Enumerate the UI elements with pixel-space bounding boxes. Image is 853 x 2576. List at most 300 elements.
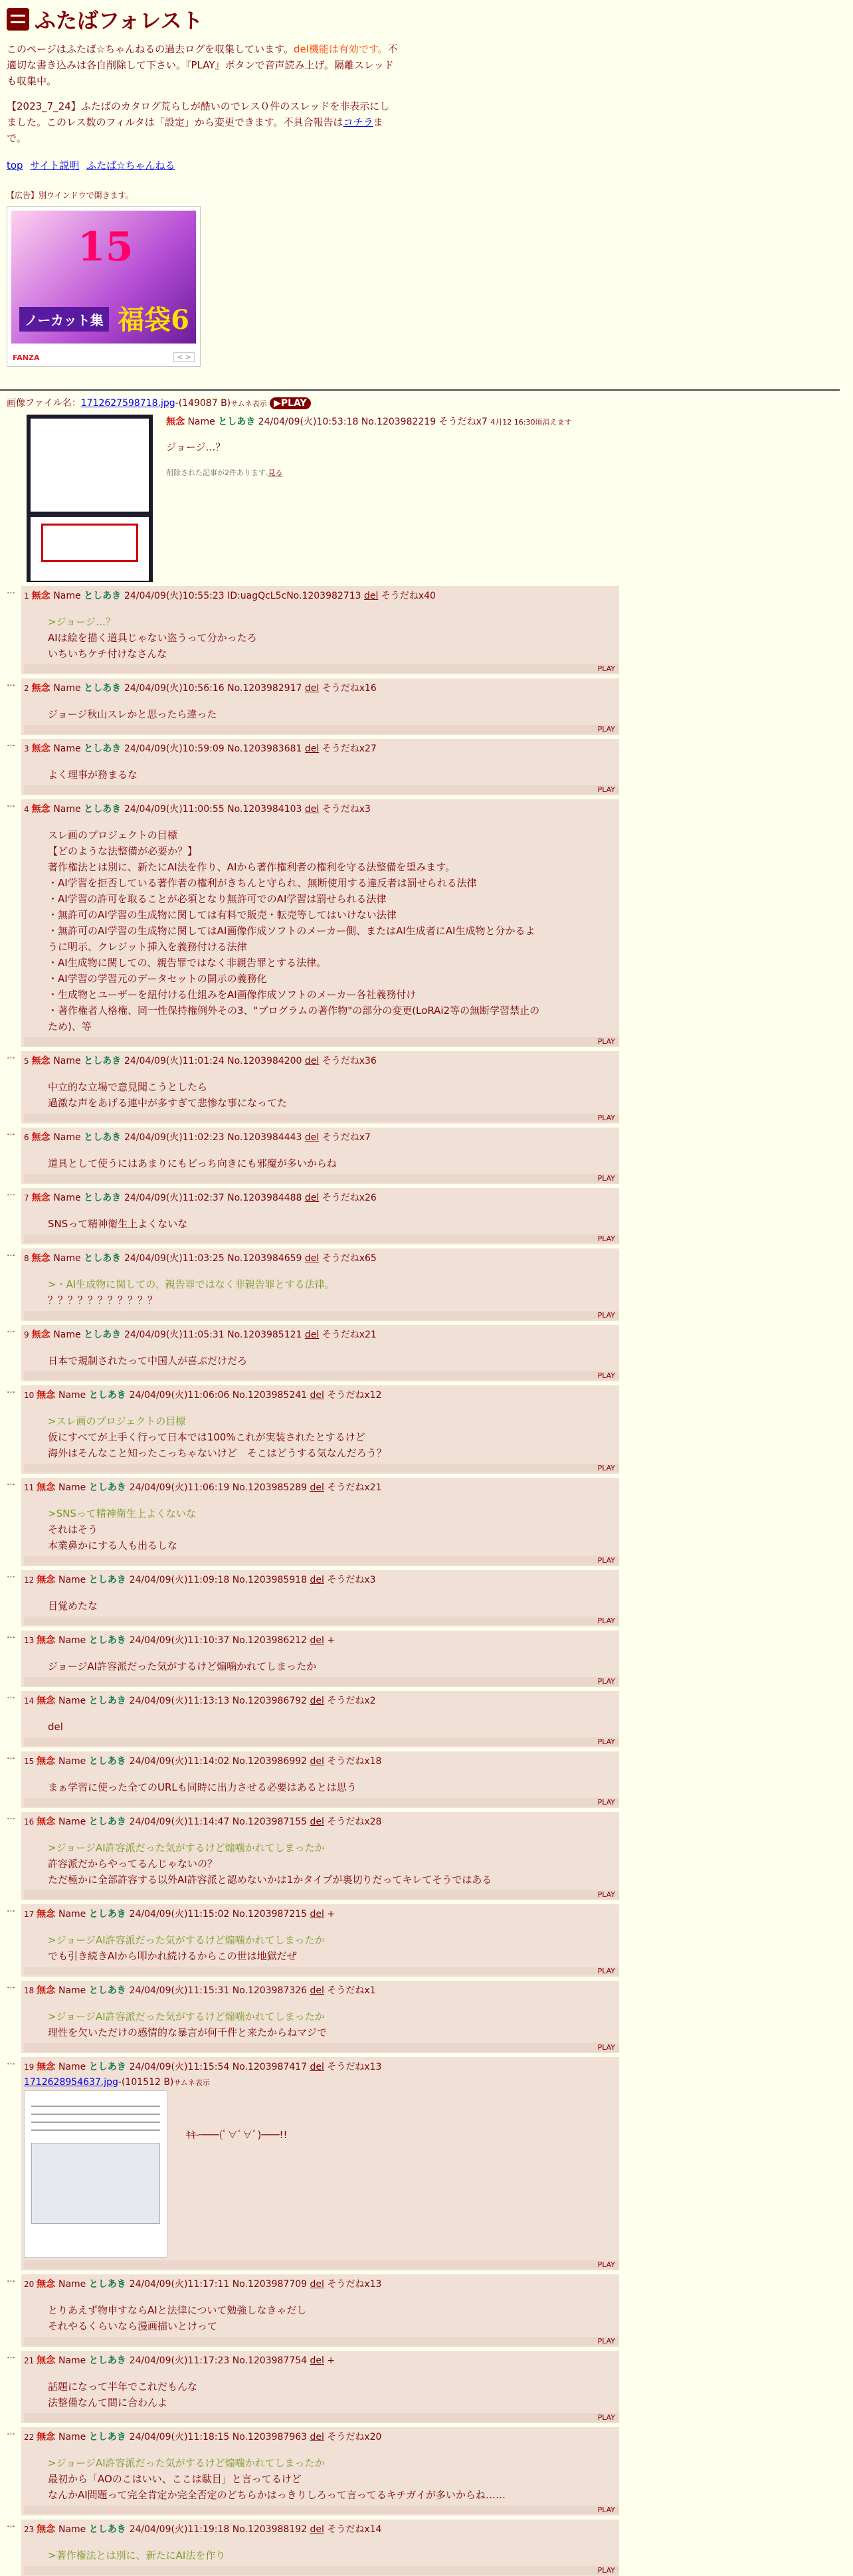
op-file-line: 画像ファイル名：1712627598718.jpg-(149087 B)サムネ表示 ▶PLAY: [7, 396, 846, 409]
reply-box: [21, 1385, 619, 1474]
op-deleted-note: 削除された記事が2件あります.見る: [166, 468, 283, 477]
reply-name: としあき: [88, 2279, 130, 2290]
play-button[interactable]: PLAY: [24, 1737, 619, 1746]
intro: [7, 41, 846, 146]
op-play-button[interactable]: ▶PLAY: [270, 397, 311, 409]
reply-name-label: Name: [58, 1696, 89, 1706]
reply-name-label: Name: [58, 1756, 89, 1767]
reply-file-area: [24, 2090, 615, 2258]
reply-header: [24, 1985, 615, 1997]
reply-subject: 無念: [31, 1330, 54, 1340]
reply-dots: …: [7, 2520, 15, 2529]
quote-line: >ジョージ…？: [48, 616, 116, 628]
ad-nav-arrows[interactable]: < >: [173, 352, 195, 362]
message-line: なんかAI問題って完全肯定か完全否定のどちらかはっきりしろって言ってるキチガイが多いからね……: [48, 2489, 506, 2501]
reply-thumbnail[interactable]: [24, 2090, 167, 2258]
reply-header: [24, 1055, 615, 1067]
reply-number: 22: [24, 2432, 37, 2442]
reply-header: [24, 1329, 615, 1341]
reply-name: としあき: [84, 1132, 124, 1143]
reply: [7, 1478, 846, 1566]
reply-box: [21, 1570, 619, 1627]
quote-line: >SNSって精神衛生上よくないな: [48, 1508, 196, 1520]
reply-sodane[interactable]: +: [324, 1635, 335, 1646]
bug-report-link[interactable]: コチラ: [343, 116, 373, 128]
reply-body: [48, 767, 615, 783]
play-button[interactable]: PLAY: [24, 1311, 619, 1320]
reply-sodane[interactable]: そうだねx2: [324, 1696, 376, 1706]
reply-dots: …: [7, 1981, 15, 1991]
reply-del-link[interactable]: del: [310, 1482, 324, 1493]
reply-sodane[interactable]: そうだねx12: [324, 1390, 382, 1401]
reply-thumbnail-image: [31, 2143, 160, 2224]
reply-del-link[interactable]: del: [310, 2432, 324, 2442]
message-line: スレ画のプロジェクトの目標: [48, 829, 177, 841]
reply-sodane[interactable]: そうだねx40: [378, 591, 436, 601]
reply-number: 21: [24, 2356, 37, 2365]
reply-body: [48, 1598, 615, 1614]
reply-number: 9: [24, 1330, 32, 1339]
reply-del-link[interactable]: del: [304, 683, 320, 694]
reply-header: [24, 1908, 615, 1920]
reply-box: [21, 1751, 619, 1808]
play-button[interactable]: PLAY: [24, 2260, 619, 2269]
reply-del-link[interactable]: del: [304, 1330, 320, 1340]
quote-line: >スレ画のプロジェクトの目標: [48, 1415, 186, 1427]
site-logo-icon: [7, 8, 29, 31]
message-line: 最初から「AOのこはいい、ここは駄目」と言ってるけど: [48, 2473, 302, 2485]
reply-body: [48, 1932, 615, 1964]
message-line: 中立的な立場で意見聞こうとしたら: [48, 1081, 208, 1093]
reply-name-label: Name: [53, 1132, 84, 1143]
message-line: ・AI学習の学習元のデータセットの開示の義務化: [48, 973, 267, 985]
reply-del-link[interactable]: del: [310, 1756, 324, 1767]
reply-subject: 無念: [31, 591, 54, 601]
reply-name: としあき: [84, 1330, 124, 1340]
reply-dots: …: [7, 586, 15, 596]
message-line: ・生成物とユーザーを紐付ける仕組みをAI画像作成ソフトのメーカー各社義務付け: [48, 989, 417, 1001]
quote-line: >著作権法とは別に、新たにAI法を作り: [48, 2549, 226, 2561]
message-line: まぁ学習に使った全てのURLも同時に出力させる必要はあるとは思う: [48, 1781, 357, 1793]
play-button[interactable]: PLAY: [24, 2566, 619, 2575]
play-button[interactable]: PLAY: [24, 785, 619, 794]
reply-dots: …: [7, 2274, 15, 2284]
reply-no: No.1203982713: [286, 591, 364, 601]
reply-dots: …: [7, 1812, 15, 1822]
reply-sodane[interactable]: そうだねx16: [319, 683, 377, 694]
reply-name-label: Name: [58, 1575, 89, 1585]
message-line: ・AI学習の許可を取ることが必須となり無許可でのAI学習は罰せられる法律: [48, 893, 387, 905]
reply: [7, 1751, 846, 1808]
reply-subject: 無念: [37, 1985, 58, 1996]
reply: [7, 2057, 846, 2270]
nav-links: [7, 158, 846, 172]
reply-datetime: 24/04/09(火)11:09:18: [129, 1575, 233, 1585]
reply-sodane[interactable]: そうだねx65: [319, 1253, 377, 1264]
play-button[interactable]: PLAY: [24, 2043, 619, 2052]
reply-subject: 無念: [37, 2524, 58, 2535]
reply-name: としあき: [84, 1193, 124, 1203]
reply-header: [24, 743, 615, 755]
reply: [7, 2274, 846, 2347]
reply-number: 16: [24, 1817, 37, 1827]
reply-name-label: Name: [58, 1635, 89, 1646]
play-button[interactable]: PLAY: [24, 1114, 619, 1122]
futaba-link[interactable]: ふたば☆ちゃんねる: [86, 159, 175, 171]
ad-banner[interactable]: [7, 206, 201, 367]
reply-no: No.1203984659: [227, 1253, 305, 1264]
reply-datetime: 24/04/09(火)11:13:13: [129, 1696, 233, 1706]
reply-body: [48, 2547, 615, 2563]
reply-datetime: 24/04/09(火)11:02:37: [124, 1193, 228, 1203]
message-line: SNSって精神衛生上よくないな: [48, 1218, 188, 1230]
top-link[interactable]: top: [7, 159, 23, 171]
reply-body: [48, 1079, 615, 1111]
reply-sodane[interactable]: そうだねx3: [324, 1575, 376, 1585]
reply-name-label: Name: [58, 2355, 89, 2366]
reply-name: としあき: [84, 1253, 124, 1264]
reply-del-link[interactable]: del: [310, 2355, 324, 2366]
reply: [7, 2351, 846, 2423]
reply-dots: …: [7, 678, 15, 688]
reply-no: No.1203984200: [227, 1056, 305, 1066]
reply: [7, 1570, 846, 1627]
reply-header: [24, 590, 615, 602]
site-guide-link[interactable]: サイト説明: [30, 159, 80, 171]
message-line: 【どのような法整備が必要か？】: [48, 845, 198, 857]
reply-del-link[interactable]: del: [310, 1909, 324, 1920]
reply-name: としあき: [88, 1575, 130, 1585]
op-message: ジョージ…？: [166, 441, 226, 453]
reply: [7, 1325, 846, 1381]
reply-datetime: 24/04/09(火)11:15:54: [129, 2062, 233, 2072]
reply-name: としあき: [88, 2432, 130, 2442]
reply-dots: …: [7, 1570, 15, 1580]
reply-name: としあき: [84, 804, 124, 815]
reply-body: [48, 1276, 615, 1308]
reply-datetime: 24/04/09(火)11:01:24: [124, 1056, 228, 1066]
play-button[interactable]: PLAY: [24, 1798, 619, 1807]
reply-datetime: 24/04/09(火)11:05:31: [124, 1330, 228, 1340]
show-deleted-link[interactable]: 見る: [268, 468, 283, 477]
reply: [7, 1904, 846, 1977]
reply: [7, 1631, 846, 1687]
reply-sodane[interactable]: そうだねx28: [324, 1817, 382, 1827]
message-line: とりあえず物申すならAIと法律について勉強しなきゃだし: [48, 2304, 307, 2316]
reply-box: [21, 1128, 619, 1184]
ad-cut-text: ノーカット集: [19, 307, 109, 332]
message-line: ・AI生成物に関しての、親告罪ではなく非親告罪とする法律。: [48, 957, 327, 969]
reply-file-line: [24, 2077, 615, 2088]
reply-subject: 無念: [31, 683, 54, 694]
reply-name: としあき: [84, 683, 124, 694]
reply: [7, 1691, 846, 1747]
play-button[interactable]: PLAY: [24, 725, 619, 734]
message-line: ジョージ秋山スレかと思ったら違った: [48, 708, 217, 720]
reply-del-link[interactable]: del: [310, 2062, 324, 2072]
reply-dots: …: [7, 1051, 15, 1061]
ad-number: 15: [78, 224, 134, 270]
reply-number: 20: [24, 2280, 37, 2289]
reply-datetime: 24/04/09(火)11:14:47: [129, 1817, 233, 1827]
reply-name: としあき: [84, 743, 124, 754]
reply-datetime: 24/04/09(火)11:02:23: [124, 1132, 228, 1143]
reply-name-label: Name: [58, 1390, 89, 1401]
op-file-link[interactable]: 1712627598718.jpg: [80, 398, 175, 409]
reply-sodane[interactable]: そうだねx20: [324, 2432, 382, 2442]
message-line: いちいちケチ付けなさんな: [48, 648, 167, 660]
page: [0, 0, 853, 367]
reply-no: No.1203986792: [232, 1696, 310, 1706]
op-thumbnail[interactable]: [27, 415, 153, 582]
reply-no: No.1203985121: [227, 1330, 305, 1340]
reply-del-link[interactable]: del: [310, 2524, 324, 2535]
reply-name-label: Name: [58, 1985, 89, 1996]
reply-sodane[interactable]: そうだねx36: [319, 1056, 377, 1066]
reply-no: No.1203988192: [232, 2524, 310, 2535]
reply-name: としあき: [88, 1909, 130, 1920]
reply-no: No.1203987417: [232, 2062, 310, 2072]
reply-name-label: Name: [58, 1909, 89, 1920]
play-button[interactable]: PLAY: [24, 1464, 619, 1472]
reply-sodane[interactable]: そうだねx14: [324, 2524, 382, 2535]
message-line: それはそう: [48, 1524, 98, 1536]
reply-number: 15: [24, 1757, 37, 1766]
reply-del-link[interactable]: del: [304, 1056, 320, 1066]
play-button[interactable]: PLAY: [24, 2413, 619, 2422]
reply-dots: …: [7, 799, 15, 809]
reply: [7, 799, 846, 1047]
message-line: 著作権法とは別に、新たにAI法を作り、AIから著作権利者の権利を守る法整備を望みます。: [48, 861, 456, 873]
play-button[interactable]: PLAY: [24, 1967, 619, 1975]
op-post: [7, 396, 846, 586]
reply-sodane[interactable]: そうだねx1: [324, 1985, 376, 1996]
reply-number: 17: [24, 1910, 37, 1919]
reply-dots: …: [7, 739, 15, 749]
play-button[interactable]: PLAY: [24, 664, 619, 673]
reply-name-label: Name: [58, 2432, 89, 2442]
reply-box: [21, 586, 619, 674]
reply-no: No.1203986992: [232, 1756, 310, 1767]
op-body: [166, 415, 571, 478]
reply-body: [48, 827, 615, 1035]
reply-del-link[interactable]: del: [310, 1390, 324, 1401]
reply-body: [48, 2455, 615, 2503]
reply-name: としあき: [84, 1056, 124, 1066]
reply-name: としあき: [88, 1817, 130, 1827]
reply-name-label: Name: [53, 683, 84, 694]
reply-number: 23: [24, 2525, 37, 2534]
reply-number: 19: [24, 2062, 37, 2072]
reply-sodane[interactable]: そうだねx3: [319, 804, 371, 815]
ad-image[interactable]: [11, 211, 196, 344]
reply-del-link[interactable]: del: [304, 1253, 320, 1264]
play-button[interactable]: PLAY: [24, 1371, 619, 1380]
reply-datetime: 24/04/09(火)11:00:55: [124, 804, 228, 815]
reply-name: としあき: [88, 1756, 130, 1767]
reply-name: としあき: [88, 2524, 130, 2535]
reply-del-link[interactable]: del: [310, 1985, 324, 1996]
reply-del-link[interactable]: del: [310, 1696, 324, 1706]
reply-del-link[interactable]: del: [310, 2279, 324, 2290]
play-button[interactable]: PLAY: [24, 1037, 619, 1046]
reply-dots: …: [7, 1248, 15, 1258]
reply-name: としあき: [88, 1985, 130, 1996]
reply-del-link[interactable]: del: [363, 591, 379, 601]
reply-no: No.1203983681: [227, 743, 305, 754]
reply-sodane[interactable]: そうだねx21: [319, 1330, 377, 1340]
reply-file-link[interactable]: 1712628954637.jpg: [24, 2077, 118, 2088]
reply-del-link[interactable]: del: [304, 1193, 320, 1203]
reply-sodane[interactable]: そうだねx13: [324, 2279, 382, 2290]
reply-del-link[interactable]: del: [310, 1635, 324, 1646]
reply-number: 8: [24, 1254, 32, 1263]
reply-number: 2: [24, 684, 32, 693]
reply-no: No.1203987215: [232, 1909, 310, 1920]
reply-sodane[interactable]: そうだねx7: [319, 1132, 371, 1143]
reply-body: [48, 2379, 615, 2411]
reply-dots: …: [7, 1691, 15, 1701]
reply-name-label: Name: [53, 804, 84, 815]
reply-number: 3: [24, 744, 32, 753]
message-line: 許容派だからやってるんじゃないの？: [48, 1858, 218, 1870]
reply-dots: …: [7, 2057, 15, 2067]
message-line: ・著作権者人格権、同一性保持権例外その3、"プログラムの著作物"の部分の変更(LoRAi2等の無断学習禁止の: [48, 1005, 540, 1017]
message-line: ・AI学習を拒否している著作者の権利がきちんと守られ、無断使用する違反者は罰せられる法律: [48, 877, 477, 889]
reply-no: No.1203985918: [232, 1575, 310, 1585]
reply-del-link[interactable]: del: [310, 1575, 324, 1585]
reply-datetime: 24/04/09(火)11:18:15: [129, 2432, 233, 2442]
reply-number: 11: [24, 1483, 37, 1492]
reply-box: [21, 1691, 619, 1747]
play-button[interactable]: PLAY: [24, 1235, 619, 1243]
divider: [0, 389, 840, 391]
reply-number: 18: [24, 1986, 37, 1995]
message-line: 日本で規制されたって中国人が喜ぶだけだろ: [48, 1355, 248, 1367]
reply-sodane[interactable]: そうだねx18: [324, 1756, 382, 1767]
message-line: 目覚めたな: [48, 1600, 98, 1612]
ad-brand-logo: FANZA: [13, 353, 40, 362]
reply: [7, 2427, 846, 2516]
reply-header: [24, 1389, 615, 1401]
reply-thumb-note: サムネ表示: [173, 2078, 210, 2087]
play-button[interactable]: PLAY: [24, 2506, 619, 2514]
reply-del-link[interactable]: del: [304, 804, 320, 815]
message-line: 法整備なんて間に合わんよ: [48, 2397, 168, 2409]
reply-no: No.1203987709: [232, 2279, 310, 2290]
reply-del-link[interactable]: del: [310, 1817, 324, 1827]
reply-datetime: 24/04/09(火)10:59:09: [124, 743, 228, 754]
reply-number: 4: [24, 805, 32, 814]
reply-sodane[interactable]: そうだねx27: [319, 743, 377, 754]
reply-body: [48, 706, 615, 722]
op-thumbnail-card: [31, 514, 149, 581]
reply-no: No.1203984103: [227, 804, 305, 815]
reply-sodane[interactable]: +: [324, 2355, 335, 2366]
reply-body: [48, 1719, 615, 1735]
reply-subject: 無念: [37, 1817, 58, 1827]
reply-name: としあき: [88, 1635, 130, 1646]
reply-no: No.1203987326: [232, 1985, 310, 1996]
reply-body: [48, 614, 615, 662]
reply-dots: …: [7, 1128, 15, 1138]
reply-name-label: Name: [53, 1056, 84, 1066]
reply-no: No.1203984443: [227, 1132, 305, 1143]
reply-body: [48, 1840, 615, 1888]
reply-name: としあき: [88, 1482, 130, 1493]
play-button[interactable]: PLAY: [24, 1617, 619, 1625]
reply-header: [24, 803, 615, 815]
reply-del-link[interactable]: del: [304, 1132, 320, 1143]
play-button[interactable]: PLAY: [24, 2337, 619, 2345]
reply-number: 14: [24, 1696, 37, 1706]
reply-box: [21, 2274, 619, 2347]
play-button[interactable]: PLAY: [24, 1556, 619, 1565]
reply-name-label: Name: [53, 743, 84, 754]
reply-number: 13: [24, 1636, 37, 1645]
play-button[interactable]: PLAY: [24, 1890, 619, 1899]
reply: [7, 678, 846, 735]
quote-line: >ジョージAI許容派だった気がするけど煽噛かれてしまったか: [48, 2457, 325, 2469]
message-line: 本業鼻かにする人も出るしな: [48, 1539, 178, 1551]
reply-datetime: 24/04/09(火)11:17:11: [129, 2279, 233, 2290]
reply-subject: 無念: [37, 2279, 58, 2290]
reply-dots: …: [7, 1631, 15, 1640]
reply-dots: …: [7, 1478, 15, 1488]
reply-datetime: 24/04/09(火)11:10:37: [129, 1635, 233, 1646]
reply-sodane[interactable]: +: [324, 1909, 335, 1920]
reply-box: [21, 1051, 619, 1124]
reply-sodane[interactable]: そうだねx13: [324, 2062, 382, 2072]
op-header: 無念 Name としあき 24/04/09(火)10:53:18 No.1203982219 そうだねx7 4月12 16:30頃消えます: [166, 417, 572, 427]
reply-header: [24, 1252, 615, 1264]
quote-line: >ジョージAI許容派だった気がするけど煽噛かれてしまったか: [48, 2011, 325, 2023]
reply: [7, 2520, 846, 2576]
reply-body: [48, 1353, 615, 1369]
reply-sodane[interactable]: そうだねx21: [324, 1482, 382, 1493]
reply-subject: 無念: [31, 1056, 54, 1066]
reply-subject: 無念: [37, 1756, 58, 1767]
reply-box: [21, 678, 619, 735]
reply-box: [21, 1188, 619, 1244]
reply-box: [21, 2057, 619, 2270]
message-line: 海外はそんなこと知ったこっちゃないけど そこはどうする気なんだろう？: [48, 1447, 387, 1459]
reply-subject: 無念: [37, 1482, 58, 1493]
reply-datetime: 24/04/09(火)10:56:16: [124, 683, 228, 694]
op-thumbnail-tweet: [31, 419, 149, 512]
reply-del-link[interactable]: del: [304, 743, 320, 754]
play-button[interactable]: PLAY: [24, 1174, 619, 1183]
reply-dots: …: [7, 1188, 15, 1198]
reply-subject: 無念: [37, 2355, 58, 2366]
reply-box: [21, 1248, 619, 1321]
play-button[interactable]: PLAY: [24, 1677, 619, 1686]
op-sodane[interactable]: そうだねx7: [438, 417, 488, 427]
message-line: でも引き続きAIから叩かれ続けるからこの世は地獄だぜ: [48, 1950, 297, 1962]
reply-id: ID:uagQcL5c: [227, 591, 287, 601]
reply-header: [24, 1695, 615, 1707]
reply-sodane[interactable]: そうだねx26: [319, 1193, 377, 1203]
reply-name-label: Name: [58, 2279, 89, 2290]
message-line: 話題になって半年でこれだもんな: [48, 2381, 198, 2393]
quote-line: >ジョージAI許容派だった気がするけど煽噛かれてしまったか: [48, 1934, 325, 1946]
reply-subject: 無念: [31, 1193, 54, 1203]
reply-subject: 無念: [37, 2432, 58, 2442]
reply: [7, 1188, 846, 1244]
message-line: 仮にすべてが上手く行って日本では100%これが実装されたとするけど: [48, 1431, 365, 1443]
ad-label: 【広告】別ウインドウで開きます。: [7, 191, 134, 200]
reply-number: 6: [24, 1133, 32, 1142]
